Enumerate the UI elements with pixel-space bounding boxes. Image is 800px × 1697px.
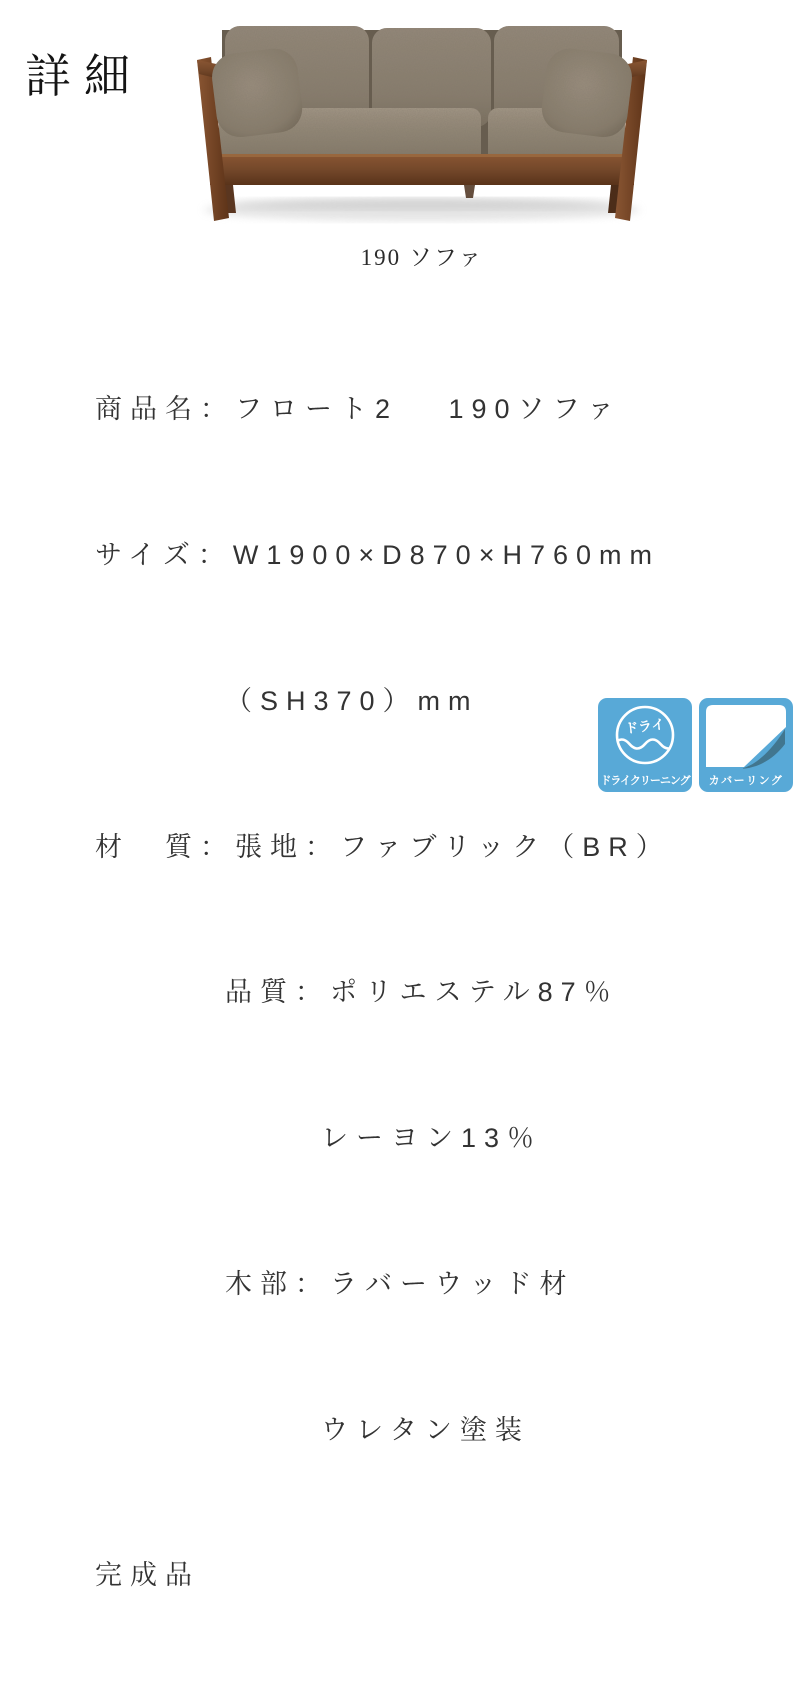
dry-cleaning-icon [598,698,692,768]
spec-line-completed: 完成品 [95,1560,200,1591]
spec-line-rayon: レーヨン13％ [321,1123,543,1154]
sofa-image [192,14,652,229]
covering-label: カバーリング [708,775,784,787]
page-title: 詳細 [25,50,143,102]
care-badges [598,698,793,792]
spec-line-seat-height: （SH370）mm [225,685,479,716]
spec-line-finish: ウレタン塗装 [321,1414,530,1445]
badge-covering [699,698,793,792]
product-image-figure [192,14,652,272]
spec-line-wood: 木部：ラバーウッド材 [225,1268,575,1299]
spec-line-size: サイズ：W1900×D870×H760mm [95,539,660,570]
product-image-caption: 190 ソファ [360,245,484,270]
spec-line-quality: 品質：ポリエステル87％ [225,977,619,1008]
svg-text:ドライ: ドライ [623,716,666,737]
badge-dry-cleaning [598,698,692,792]
dry-cleaning-label: ドライクリーニング [600,775,690,787]
spec-line-product-name: 商品名：フロート2 190ソファ [95,394,623,425]
spec-line-material: 材 質：張地：ファブリック（BR） [95,831,671,862]
spec-list [95,288,755,1697]
